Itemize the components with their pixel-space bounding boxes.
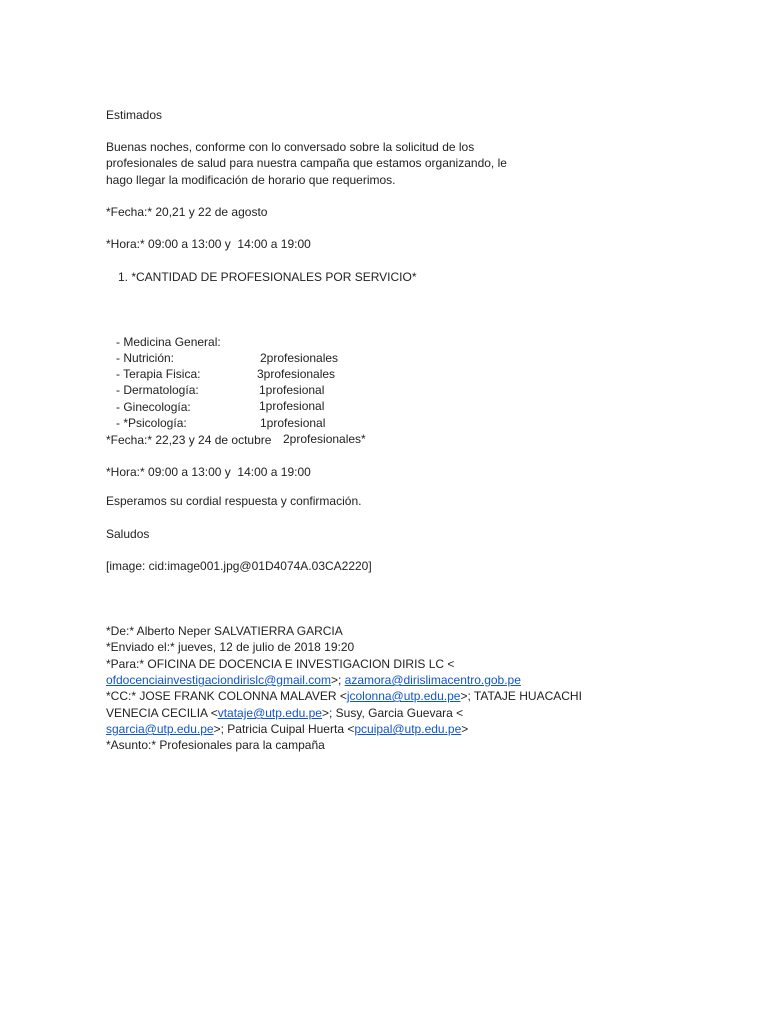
email-link[interactable]: vtataje@utp.edu.pe [217,706,322,720]
hora-2: *Hora:* 09:00 a 13:00 y 14:00 a 19:00 [106,465,311,479]
email-link[interactable]: ofdocenciainvestigaciondirislc@gmail.com [106,673,331,687]
list-heading: 1. *CANTIDAD DE PROFESIONALES POR SERVICIO* [118,270,417,284]
email-link[interactable]: sgarcia@utp.edu.pe [106,722,214,736]
cc-text: >; Patricia Cuipal Huerta < [213,722,355,736]
header-to-line-2 [106,672,521,688]
header-subject: *Asunto:* Profesionales para la campaña [106,738,325,752]
service-name: - Ginecología: [116,400,191,414]
intro-line-2: profesionales de salud para nuestra campaña que estamos organizando, le [106,156,507,170]
service-count: 1profesional [260,416,326,430]
service-name: - Terapia Fisica: [116,367,201,381]
service-name: - Medicina General: [116,335,221,349]
header-cc-line-2 [106,705,463,721]
service-count: 2profesionales* [283,432,366,446]
service-name: - *Psicología: [116,416,187,430]
fecha-1: *Fecha:* 20,21 y 22 de agosto [106,205,268,219]
service-count: 1profesional [259,383,325,397]
email-link[interactable]: pcuipal@utp.edu.pe [354,722,462,736]
cc-text: > [461,722,469,736]
service-count: 3profesionales [257,367,336,381]
intro-line-1: Buenas noches, conforme con lo conversado sobre la solicitud de los [106,140,475,154]
service-count: 1profesional [259,399,325,413]
service-name: - Dermatología: [116,383,199,397]
service-count: 2profesionales [260,351,339,365]
service-name: - Nutrición: [116,351,175,365]
intro-line-3: hago llegar la modificación de horario que requerimos. [106,173,396,187]
header-from: *De:* Alberto Neper SALVATIERRA GARCIA [106,624,343,638]
hora-1: *Hora:* 09:00 a 13:00 y 14:00 a 19:00 [106,237,311,251]
fecha-2: *Fecha:* 22,23 y 24 de octubre [106,433,272,447]
header-to-line-1: *Para:* OFICINA DE DOCENCIA E INVESTIGACION DIRIS LC < [106,657,455,671]
image-placeholder: [image: cid:image001.jpg@01D4074A.03CA2220] [106,559,372,573]
header-cc-line-3 [106,721,468,737]
saludos: Saludos [106,527,150,541]
email-link[interactable]: azamora@dirislimacentro.gob.pe [344,673,521,687]
greeting: Estimados [106,108,163,122]
separator: >; [330,673,345,687]
cc-text: >; Susy, Garcia Guevara < [321,706,464,720]
header-cc-line-1 [106,688,582,704]
cc-prefix: *CC:* JOSE FRANK COLONNA MALAVER < [106,689,347,703]
cc-text: VENECIA CECILIA < [106,706,218,720]
cc-text: >; TATAJE HUACACHI [460,689,582,703]
closing: Esperamos su cordial respuesta y confirmación. [106,494,362,508]
email-link[interactable]: jcolonna@utp.edu.pe [346,689,461,703]
header-sent: *Enviado el:* jueves, 12 de julio de 2018 19:20 [106,640,355,654]
